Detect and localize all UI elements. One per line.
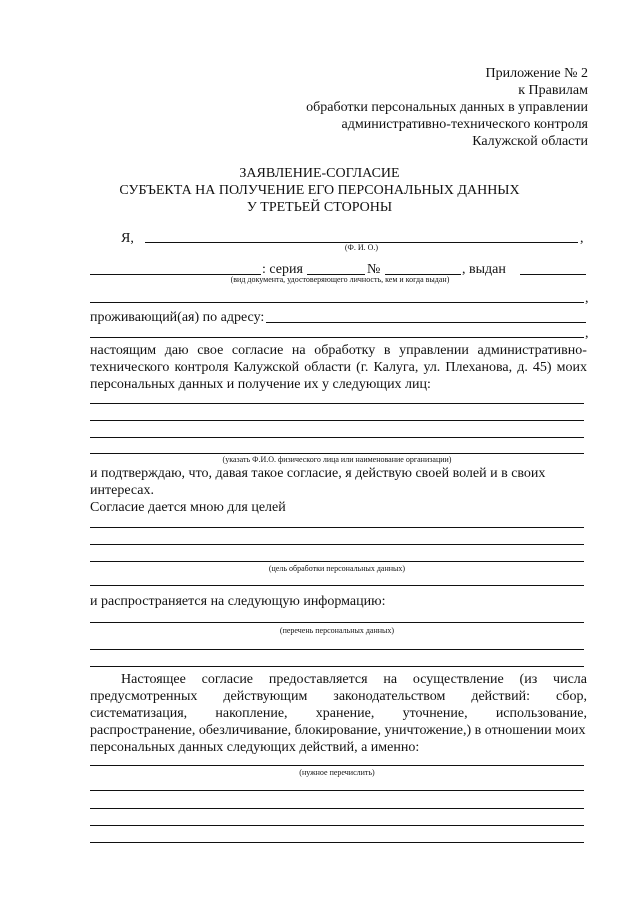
actions-list-line-3[interactable] [90, 808, 584, 809]
confirm-line-2: интересах. [90, 483, 154, 498]
actions-line-1: Настоящее согласие предоставляется на осуществление (из числа [121, 672, 587, 687]
number-label: № [367, 262, 381, 277]
actions-list-line-1[interactable] [90, 765, 584, 766]
info-line-3[interactable] [90, 666, 584, 667]
fio-caption: (Ф. И. О.) [344, 243, 379, 252]
issued-continuation-line[interactable] [90, 302, 584, 303]
document-title: ЗАЯВЛЕНИЕ-СОГЛАСИЕ [239, 166, 400, 181]
issued-line[interactable] [520, 274, 586, 275]
issued-comma: , [585, 291, 589, 306]
persons-line-2[interactable] [90, 420, 584, 421]
info-caption: (перечень персональных данных) [279, 626, 395, 635]
consent-line-1: настоящим даю свое согласие на обработку в управлении административно- [90, 343, 587, 358]
purpose-line-1[interactable] [90, 527, 584, 528]
persons-caption: (указать Ф.И.О. физического лица или наименование организации) [222, 455, 452, 464]
actions-line-3: систематизация, накопление, хранение, уточнение, использование, [90, 706, 587, 721]
actions-line-2: предусмотренных действующим законодательством действий: сбор, [90, 689, 587, 704]
consent-line-3: персональных данных и получение их у следующих лиц: [90, 377, 431, 392]
vydan-label: , выдан [462, 262, 506, 277]
consent-line-2: технического контроля Калужской области (г. Калуга, ул. Плеханова, д. 45) моих [90, 360, 587, 375]
actions-list-line-5[interactable] [90, 842, 584, 843]
address-comma: , [585, 326, 589, 341]
document-subtitle-2: У ТРЕТЬЕЙ СТОРОНЫ [246, 200, 393, 215]
purpose-label: Согласие дается мною для целей [90, 500, 286, 515]
actions-list-line-2[interactable] [90, 790, 584, 791]
header-department: административно-технического контроля [341, 117, 588, 132]
confirm-line-1: и подтверждаю, что, давая такое согласие, я действую своей волей и в своих [90, 466, 546, 481]
info-line-2[interactable] [90, 649, 584, 650]
header-appendix-number: Приложение № 2 [485, 66, 588, 81]
actions-line-5: персональных данных следующих действий, а именно: [90, 740, 420, 755]
document-subtitle: СУБЪЕКТА НА ПОЛУЧЕНИЕ ЕГО ПЕРСОНАЛЬНЫХ ДАННЫХ [119, 183, 520, 198]
address-label: проживающий(ая) по адресу: [90, 310, 265, 325]
address-line-2[interactable] [90, 337, 584, 338]
actions-list-caption: (нужное перечислить) [299, 768, 375, 777]
info-line-1[interactable] [90, 622, 584, 623]
purpose-line-2[interactable] [90, 544, 584, 545]
address-line[interactable] [266, 322, 586, 323]
purpose-line-4[interactable] [90, 585, 584, 586]
seria-label: : серия [262, 262, 303, 277]
header-region: Калужской области [472, 134, 588, 149]
info-label: и распространяется на следующую информацию: [90, 594, 386, 609]
persons-line-4[interactable] [90, 453, 584, 454]
fio-comma: , [580, 231, 584, 246]
ya-label: Я, [121, 231, 134, 246]
header-rules-title: обработки персональных данных в управлении [306, 100, 588, 115]
purpose-caption: (цель обработки персональных данных) [268, 564, 406, 573]
purpose-line-3[interactable] [90, 561, 584, 562]
document-caption: (вид документа, удостоверяющего личность, кем и когда выдан) [230, 275, 450, 284]
header-rules-ref: к Правилам [518, 83, 588, 98]
persons-line-3[interactable] [90, 437, 584, 438]
actions-line-4: распространение, обезличивание, блокирование, уничтожение,) в отношении моих [90, 723, 586, 738]
actions-list-line-4[interactable] [90, 825, 584, 826]
persons-line-1[interactable] [90, 403, 584, 404]
